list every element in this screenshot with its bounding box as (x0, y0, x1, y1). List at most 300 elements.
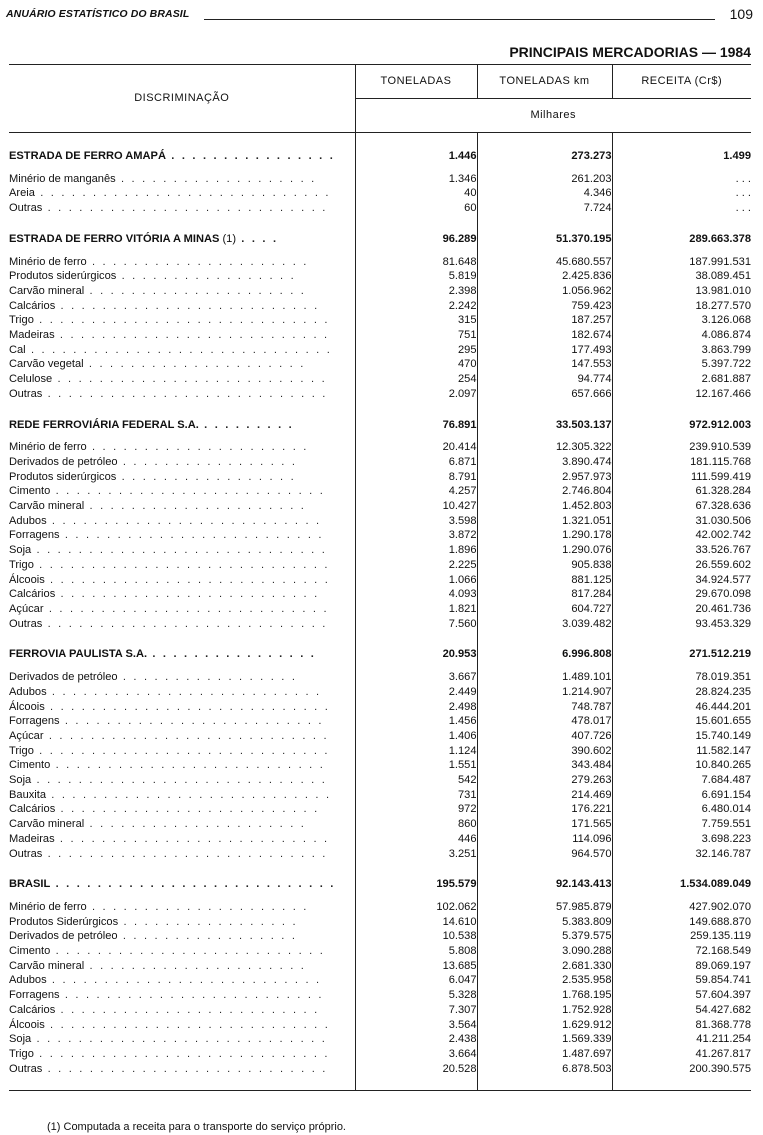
item-label-text: Soja (9, 774, 32, 787)
toneladas-km-value: 748.787 (477, 700, 612, 715)
toneladas-km-value: 3.890.474 (477, 455, 612, 470)
item-label (9, 1047, 355, 1062)
leader-dots: . . . . . . . . . . . . . . . . . . . . . . . . . (59, 989, 324, 1002)
receita-value: 239.910.539 (612, 440, 751, 455)
group-name-text: BRASIL (9, 878, 51, 891)
toneladas-value: 2.498 (355, 700, 477, 715)
item-label (9, 944, 355, 959)
item-label-text: Álcoois (9, 700, 45, 713)
toneladas-value: 6.871 (355, 455, 477, 470)
group-total-row (9, 232, 751, 247)
item-label-text: Adubos (9, 514, 47, 527)
group-total-row (9, 647, 751, 662)
table-row (9, 387, 751, 402)
toneladas-value: 10.538 (355, 929, 477, 944)
leader-dots: . . . . . . . . . . . . . . . . . . . . . . . . . . (54, 832, 330, 845)
page-number: 109 (729, 6, 753, 22)
toneladas-km-value: 4.346 (477, 186, 612, 201)
item-label-text: Forragens (9, 989, 60, 1002)
item-label (9, 988, 355, 1003)
toneladas-value: 2.438 (355, 1032, 477, 1047)
receita-value: 1.499 (612, 149, 751, 164)
table-row (9, 670, 751, 685)
receita-value: 12.167.466 (612, 387, 751, 402)
item-label-text: Calcários (9, 299, 56, 312)
toneladas-km-value: 214.469 (477, 788, 612, 803)
leader-dots: . . . . . . . . . . . . . . . . . . . . . . . . . . . (42, 202, 328, 215)
item-label (9, 440, 355, 455)
leader-dots: . . . . . . . . . . . . . . . . . . . . . . . . . . . . (31, 1033, 328, 1046)
table-row (9, 455, 751, 470)
table-row (9, 372, 751, 387)
group-total-row (9, 149, 751, 164)
toneladas-km-value: 177.493 (477, 343, 612, 358)
leader-dots: . . . . . . . . . . . . . . . . . . . . . (84, 284, 307, 297)
item-label (9, 186, 355, 201)
section-title: PRINCIPAIS MERCADORIAS — 1984 (509, 44, 751, 60)
receita-value: 67.328.636 (612, 499, 751, 514)
leader-dots: . . . . . . . . . . . . . . . . . . . . . . . . . . . (42, 617, 328, 630)
toneladas-value: 20.528 (355, 1062, 477, 1077)
toneladas-km-value: 343.484 (477, 758, 612, 773)
toneladas-km-value: 2.535.958 (477, 973, 612, 988)
toneladas-km-value: 51.370.195 (477, 232, 612, 247)
item-label (9, 528, 355, 543)
toneladas-value: 10.427 (355, 499, 477, 514)
receita-value: 2.681.887 (612, 372, 751, 387)
group-name (9, 149, 355, 164)
header-rule (204, 19, 715, 20)
toneladas-km-value: 261.203 (477, 172, 612, 187)
toneladas-value: 5.808 (355, 944, 477, 959)
col-header-discriminacao: DISCRIMINAÇÃO (9, 65, 355, 133)
table-row (9, 343, 751, 358)
item-label (9, 455, 355, 470)
item-label (9, 172, 355, 187)
toneladas-value: 7.560 (355, 617, 477, 632)
item-label-text: Açúcar (9, 729, 44, 742)
toneladas-value: 1.066 (355, 573, 477, 588)
toneladas-value: 1.346 (355, 172, 477, 187)
item-label-text: Produtos siderúrgicos (9, 470, 117, 483)
leader-dots: . . . . . . . . . . . . . . . . . . . . . . . . . . (46, 974, 322, 987)
toneladas-value: 1.551 (355, 758, 477, 773)
toneladas-km-value: 1.569.339 (477, 1032, 612, 1047)
receita-value: 31.030.506 (612, 514, 751, 529)
group-name (9, 647, 355, 662)
toneladas-km-value: 33.503.137 (477, 418, 612, 433)
toneladas-value: 14.610 (355, 915, 477, 930)
toneladas-value: 40 (355, 186, 477, 201)
receita-value: 259.135.119 (612, 929, 751, 944)
receita-value: 89.069.197 (612, 959, 751, 974)
toneladas-km-value: 182.674 (477, 328, 612, 343)
receita-value: 34.924.577 (612, 573, 751, 588)
leader-dots: . . . . . . . . . . . . . . . . . . . . . (84, 818, 307, 831)
toneladas-km-value: 92.143.413 (477, 877, 612, 892)
item-label (9, 1062, 355, 1077)
item-label-text: Trigo (9, 744, 34, 757)
leader-dots: . . . . . . . . . . . . . . . . . . . . . (86, 441, 309, 454)
receita-value: 81.368.778 (612, 1018, 751, 1033)
item-label-text: Produtos Siderúrgicos (9, 915, 119, 928)
leader-dots: . . . . . . . . . . . . . . . . . (117, 671, 298, 684)
toneladas-km-value: 1.489.101 (477, 670, 612, 685)
table-row (9, 729, 751, 744)
group-name-text: REDE FERROVIÁRIA FEDERAL S.A. (9, 418, 199, 431)
leader-dots: . . . . . . . . . . . . . . . . . . . . . . . . . . . (44, 1018, 331, 1031)
item-label (9, 573, 355, 588)
spacer-row (9, 861, 751, 877)
table-row (9, 788, 751, 803)
leader-dots: . . . . . . . . . . . . . . . . . (117, 455, 298, 468)
group-total-row (9, 877, 751, 892)
item-label (9, 685, 355, 700)
receita-value: 28.824.235 (612, 685, 751, 700)
item-label (9, 959, 355, 974)
receita-value: 5.397.722 (612, 357, 751, 372)
toneladas-value: 731 (355, 788, 477, 803)
table-row (9, 484, 751, 499)
leader-dots: . . . . . . . . . . . . . . . . . . . . . . . . . . . . . (25, 343, 333, 356)
item-label-text: Adubos (9, 685, 47, 698)
receita-value: 18.277.570 (612, 299, 751, 314)
table-row (9, 929, 751, 944)
leader-dots: . . . . . . . . . . . . . . . . . . . . . . . . . . . . (33, 558, 330, 571)
leader-dots: . . . . . . . . . . . . . . . . . . . . . . . . . (55, 803, 320, 816)
receita-value: 93.453.329 (612, 617, 751, 632)
leader-dots: . . . . . . . . . . . . . . . . . (118, 915, 298, 928)
item-label (9, 484, 355, 499)
table-row (9, 1018, 751, 1033)
leader-dots: . . . . . . . . . . . . . . . . . . . . . . . . . . (54, 329, 330, 342)
item-label-text: Derivados de petróleo (9, 930, 118, 943)
toneladas-value: 470 (355, 357, 477, 372)
leader-dots: . . . . . . . . . . . . . . . . . . . . . . . . . . . (42, 387, 328, 400)
toneladas-value: 2.225 (355, 558, 477, 573)
receita-value: 78.019.351 (612, 670, 751, 685)
item-label-text: Carvão vegetal (9, 358, 84, 371)
toneladas-km-value: 273.273 (477, 149, 612, 164)
table-row (9, 440, 751, 455)
toneladas-km-value: 1.321.051 (477, 514, 612, 529)
group-name-text: ESTRADA DE FERRO VITÓRIA A MINAS (9, 232, 220, 245)
toneladas-value: 1.456 (355, 714, 477, 729)
toneladas-value: 195.579 (355, 877, 477, 892)
table-row (9, 802, 751, 817)
spacer-row (9, 662, 751, 670)
toneladas-km-value: 5.383.809 (477, 915, 612, 930)
toneladas-km-value: 964.570 (477, 847, 612, 862)
toneladas-value: 4.257 (355, 484, 477, 499)
table-body (9, 133, 751, 1091)
toneladas-km-value: 57.985.879 (477, 900, 612, 915)
leader-dots: . . . . . . . . . . . . . . . . . . . . . (84, 959, 307, 972)
table-row (9, 900, 751, 915)
toneladas-km-value: 1.290.178 (477, 528, 612, 543)
receita-value: 200.390.575 (612, 1062, 751, 1077)
item-label (9, 343, 355, 358)
table-row (9, 1062, 751, 1077)
toneladas-km-value: 1.290.076 (477, 543, 612, 558)
item-label (9, 1032, 355, 1047)
spacer-row (9, 247, 751, 255)
item-label-text: Minério de manganês (9, 172, 116, 185)
table-row (9, 543, 751, 558)
toneladas-value: 5.819 (355, 269, 477, 284)
toneladas-value: 254 (355, 372, 477, 387)
receita-value: . . . (612, 186, 751, 201)
col-header-receita: RECEITA (Cr$) (612, 65, 751, 99)
receita-value: 42.002.742 (612, 528, 751, 543)
leader-dots: . . . . . . . . . . . . . . . . . . . . . . . . . . (52, 373, 327, 386)
table-row (9, 269, 751, 284)
toneladas-km-value: 5.379.575 (477, 929, 612, 944)
toneladas-value: 60 (355, 201, 477, 216)
item-label (9, 788, 355, 803)
item-label (9, 499, 355, 514)
toneladas-value: 81.648 (355, 255, 477, 270)
footnote-ref: (1) (219, 232, 237, 245)
leader-dots: . . . . . . . . . . . . . . . . . . . . . . . . . (55, 299, 320, 312)
item-label-text: Calcários (9, 1003, 56, 1016)
receita-value: 13.981.010 (612, 284, 751, 299)
item-label-text: Trigo (9, 558, 34, 571)
toneladas-km-value: 1.056.962 (477, 284, 612, 299)
item-label (9, 543, 355, 558)
leader-dots: . . . . . . . . . . . . . . . . . . . . . . . . . . (50, 759, 325, 772)
item-label (9, 201, 355, 216)
toneladas-value: 102.062 (355, 900, 477, 915)
item-label-text: Soja (9, 544, 32, 557)
item-label-text: Derivados de petróleo (9, 455, 118, 468)
leader-dots: . . . . . . . . . . . . . . . . . . . . . (83, 358, 306, 371)
leader-dots: . . . . . . . . . . . . . . . . . . . . . . . . . . . . (33, 744, 330, 757)
toneladas-km-value: 176.221 (477, 802, 612, 817)
item-label-text: Madeiras (9, 329, 55, 342)
table-row (9, 573, 751, 588)
receita-value: 6.691.154 (612, 788, 751, 803)
toneladas-value: 1.896 (355, 543, 477, 558)
item-label (9, 372, 355, 387)
toneladas-value: 860 (355, 817, 477, 832)
item-label (9, 729, 355, 744)
item-label (9, 802, 355, 817)
item-label-text: Carvão mineral (9, 959, 85, 972)
item-label (9, 514, 355, 529)
item-label-text: Bauxita (9, 788, 47, 801)
toneladas-value: 1.124 (355, 744, 477, 759)
toneladas-km-value: 279.263 (477, 773, 612, 788)
table-row (9, 602, 751, 617)
item-label-text: Cimento (9, 945, 51, 958)
item-label (9, 758, 355, 773)
toneladas-value: 2.398 (355, 284, 477, 299)
item-label (9, 269, 355, 284)
item-label-text: Carvão mineral (9, 500, 85, 513)
toneladas-km-value: 114.096 (477, 832, 612, 847)
item-label-text: Calcários (9, 588, 56, 601)
table-row (9, 328, 751, 343)
item-label-text: Derivados de petróleo (9, 671, 118, 684)
leader-dots: . . . . . . . . . . . . . . . . . . . . . . . . . (55, 588, 320, 601)
toneladas-value: 13.685 (355, 959, 477, 974)
leader-dots: . . . . . . . . . . . . . . . . . (117, 930, 298, 943)
table-row (9, 1003, 751, 1018)
leader-dots: . . . . . . . . . . . . . . . . . . . . . (86, 900, 309, 913)
toneladas-value: 4.093 (355, 587, 477, 602)
toneladas-km-value: 94.774 (477, 372, 612, 387)
leader-dots: . . . . . . . . . . . . . . . . . . . . . (84, 500, 307, 513)
group-name (9, 877, 355, 892)
toneladas-value: 3.251 (355, 847, 477, 862)
toneladas-value: 8.791 (355, 470, 477, 485)
leader-dots: . . . . . . . . . . . . . . . . . . . . . . . . . . . . (34, 187, 331, 200)
item-label-text: Álcoois (9, 573, 45, 586)
toneladas-value: 76.891 (355, 418, 477, 433)
table-row (9, 201, 751, 216)
leader-dots: . . . . . . . . . . . . . . . . . . . . . . . . . (55, 1003, 320, 1016)
toneladas-km-value: 1.487.697 (477, 1047, 612, 1062)
item-label-text: Outras (9, 1062, 43, 1075)
toneladas-value: 5.328 (355, 988, 477, 1003)
toneladas-value: 751 (355, 328, 477, 343)
item-label-text: Outras (9, 387, 43, 400)
receita-value: 3.863.799 (612, 343, 751, 358)
receita-value: 33.526.767 (612, 543, 751, 558)
toneladas-value: 7.307 (355, 1003, 477, 1018)
leader-dots: . . . . . . . . . . . . . . . . . . . . . . . . . . (46, 685, 322, 698)
toneladas-value: 3.598 (355, 514, 477, 529)
toneladas-value: 3.667 (355, 670, 477, 685)
item-label-text: Álcoois (9, 1018, 45, 1031)
leader-dots: . . . . (236, 232, 279, 245)
receita-value: 20.461.736 (612, 602, 751, 617)
toneladas-value: 295 (355, 343, 477, 358)
item-label (9, 558, 355, 573)
col-header-toneladas: TONELADAS (355, 65, 477, 99)
receita-value: 15.601.655 (612, 714, 751, 729)
item-label (9, 602, 355, 617)
spacer-row (9, 402, 751, 418)
table-row (9, 944, 751, 959)
table-row (9, 470, 751, 485)
publication-title: ANUÁRIO ESTATÍSTICO DO BRASIL (6, 8, 190, 20)
item-label-text: Cimento (9, 485, 51, 498)
group-name (9, 418, 355, 433)
leader-dots: . . . . . . . . . . . . . . . . . . . . . . . . . (59, 529, 324, 542)
toneladas-value: 972 (355, 802, 477, 817)
receita-value: 72.168.549 (612, 944, 751, 959)
toneladas-value: 2.449 (355, 685, 477, 700)
toneladas-km-value: 604.727 (477, 602, 612, 617)
toneladas-km-value: 3.090.288 (477, 944, 612, 959)
leader-dots: . . . . . . . . . . . . . . . . . . . . . . . . . . . (43, 729, 329, 742)
receita-value: . . . (612, 172, 751, 187)
item-label (9, 299, 355, 314)
item-label (9, 587, 355, 602)
toneladas-km-value: 1.452.803 (477, 499, 612, 514)
item-label-text: Açúcar (9, 602, 44, 615)
toneladas-km-value: 171.565 (477, 817, 612, 832)
receita-value: 3.126.068 (612, 313, 751, 328)
group-total-row (9, 418, 751, 433)
receita-value: 181.115.768 (612, 455, 751, 470)
group-name-text: ESTRADA DE FERRO AMAPÁ (9, 150, 166, 162)
leader-dots: . . . . . . . . . . . . . . . . . . . . . . . . . . (46, 514, 322, 527)
receita-value: 46.444.201 (612, 700, 751, 715)
table-row (9, 915, 751, 930)
leader-dots: . . . . . . . . . . . . . . . . . (116, 470, 296, 483)
table-row (9, 700, 751, 715)
toneladas-value: 96.289 (355, 232, 477, 247)
receita-value: 10.840.265 (612, 758, 751, 773)
leader-dots: . . . . . . . . . . . . . . . . . . . . . . . . . . . (46, 788, 332, 801)
receita-value: 41.211.254 (612, 1032, 751, 1047)
table-row (9, 587, 751, 602)
toneladas-km-value: 12.305.322 (477, 440, 612, 455)
toneladas-value: 542 (355, 773, 477, 788)
receita-value: 972.912.003 (612, 418, 751, 433)
item-label (9, 900, 355, 915)
item-label (9, 773, 355, 788)
toneladas-km-value: 2.957.973 (477, 470, 612, 485)
table-row (9, 758, 751, 773)
table-row (9, 186, 751, 201)
toneladas-value: 6.047 (355, 973, 477, 988)
table-row (9, 959, 751, 974)
receita-value: 57.604.397 (612, 988, 751, 1003)
spacer-row (9, 216, 751, 232)
receita-value: 111.599.419 (612, 470, 751, 485)
receita-value: 271.512.219 (612, 647, 751, 662)
toneladas-km-value: 45.680.557 (477, 255, 612, 270)
receita-value: 6.480.014 (612, 802, 751, 817)
item-label (9, 847, 355, 862)
leader-dots: . . . . . . . . . . . . . . . . . (116, 270, 296, 283)
receita-value: 38.089.451 (612, 269, 751, 284)
toneladas-value: 446 (355, 832, 477, 847)
item-label (9, 313, 355, 328)
item-label (9, 817, 355, 832)
table-row (9, 313, 751, 328)
item-label-text: Minério de ferro (9, 900, 87, 913)
receita-value: . . . (612, 201, 751, 216)
receita-value: 54.427.682 (612, 1003, 751, 1018)
table-row (9, 357, 751, 372)
toneladas-km-value: 7.724 (477, 201, 612, 216)
item-label-text: Trigo (9, 1047, 34, 1060)
toneladas-km-value: 881.125 (477, 573, 612, 588)
table-row (9, 685, 751, 700)
toneladas-km-value: 6.878.503 (477, 1062, 612, 1077)
toneladas-km-value: 817.284 (477, 587, 612, 602)
toneladas-value: 2.242 (355, 299, 477, 314)
toneladas-km-value: 147.553 (477, 357, 612, 372)
receita-value: 7.759.551 (612, 817, 751, 832)
receita-value: 59.854.741 (612, 973, 751, 988)
commodities-table (9, 64, 751, 1091)
table-row (9, 284, 751, 299)
spacer-row (9, 133, 751, 150)
receita-value: 11.582.147 (612, 744, 751, 759)
item-label-text: Minério de ferro (9, 441, 87, 454)
page-header (6, 4, 753, 26)
item-label (9, 744, 355, 759)
table-row (9, 1032, 751, 1047)
item-label (9, 700, 355, 715)
table-row (9, 558, 751, 573)
